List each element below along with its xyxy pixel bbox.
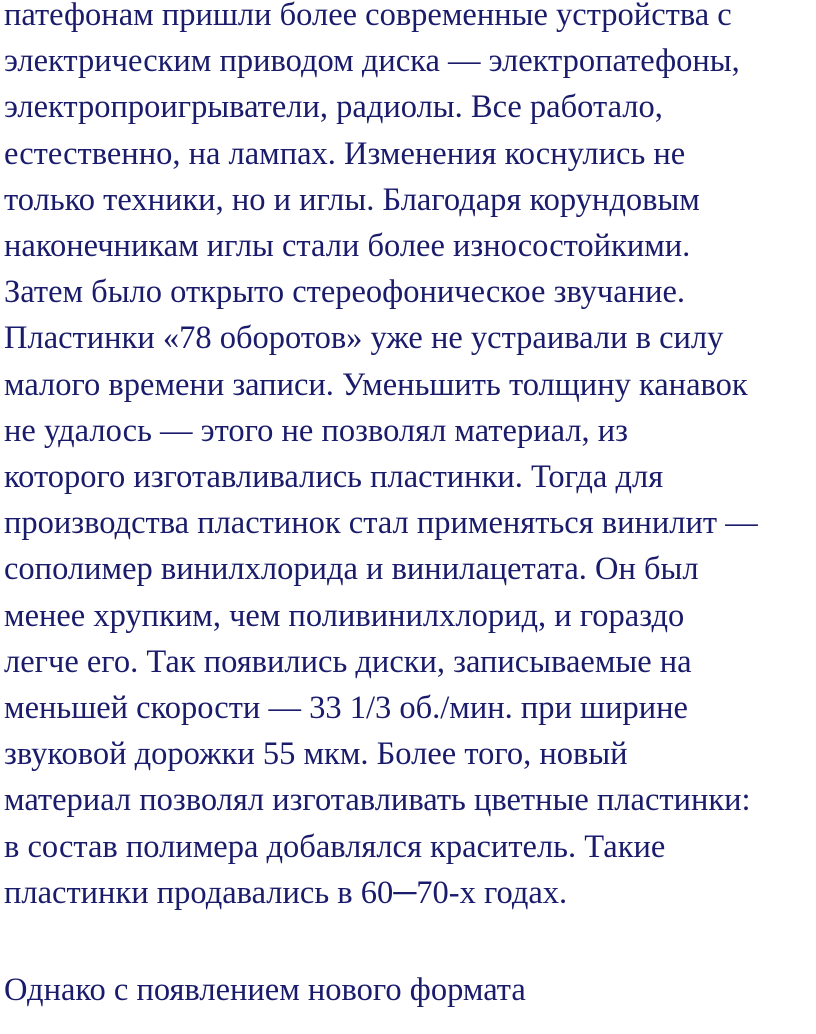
text-line: патефонам пришли более современные устройства с [4,0,732,33]
text-line: электрическим приводом диска — электропатефоны, [4,43,740,80]
text-line: Однако с появлением нового формата [4,972,526,1008]
text-line: Пластинки «78 оборотов» уже не устраивали в силу [4,320,724,357]
text-line: Затем было открыто стереофоническое звучание. [4,274,686,311]
text-line: которого изготавливались пластинки. Тогда для [4,459,664,496]
text-line: в состав полимера добавлялся краситель. Такие [4,828,666,865]
text-line: меньшей скорости — 33 1/3 об./мин. при ширине [4,690,688,727]
text-line: звуковой дорожки 55 мкм. Более того, новый [4,736,628,773]
text-line: пластинки продавались в 60─70-х годах. [4,874,568,911]
paragraph-2 [4,967,526,1013]
text-line: не удалось — этого не позволял материал, из [4,412,629,449]
text-line: сополимер винилхлорида и винилацетата. Он был [4,551,699,588]
text-line: наконечникам иглы стали более износостойкими. [4,228,691,265]
text-line: электропроигрыватели, радиолы. Все работало, [4,89,663,126]
text-line: производства пластинок стал применяться винилит — [4,505,758,542]
text-line: естественно, на лампах. Изменения коснулись не [4,135,686,172]
text-line: только техники, но и иглы. Благодаря корундовым [4,181,700,218]
text-line: легче его. Так появились диски, записываемые на [4,643,692,680]
text-line: материал позволял изготавливать цветные пластинки: [4,782,751,819]
paragraph-1 [4,0,758,916]
text-line: менее хрупким, чем поливинилхлорид, и гораздо [4,597,685,634]
text-line: малого времени записи. Уменьшить толщину канавок [4,366,748,403]
